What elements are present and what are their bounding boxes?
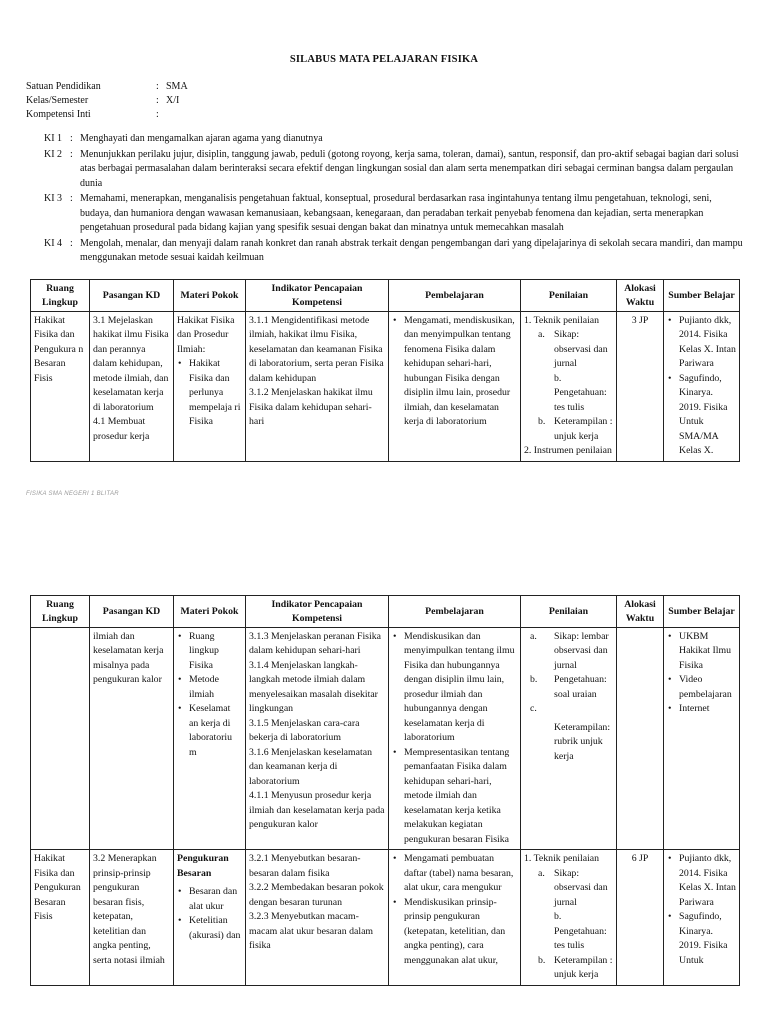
cell-materi-pokok	[174, 312, 246, 462]
sub-marker: a.	[538, 867, 545, 879]
cell-pasangan-kd: 3.2 Menerapkan prinsip-prinsip pengukuran besaran fisis, ketepatan, ketelitian dan angka penting, serta notasi ilmiah	[90, 850, 174, 985]
cell-pasangan-kd: ilmiah dan keselamatan kerja misalnya pada pengukuran kalor	[90, 628, 174, 850]
materi-heading: Hakikat Fisika dan Prosedur Ilmiah:	[177, 315, 235, 355]
sub-marker: a.	[538, 329, 545, 341]
sub-text: Keterampilan : unjuk kerja	[554, 416, 613, 442]
indikator-item: 3.1.3 Menjelaskan peranan Fisika dalam kehidupan sehari-hari	[249, 631, 381, 657]
sub-marker	[524, 721, 554, 764]
list-item: • Mempresentasikan tentang pemanfaatan Fisika dalam kehidupan sehari-hari, metode ilmiah dan keselamatan kerja ketika melakukan kegiatan pengukuran besaran Fisika	[402, 746, 517, 847]
page-title: SILABUS MATA PELAJARAN FISIKA	[289, 54, 479, 65]
cell-penilaian	[521, 628, 617, 850]
ki-text: Mengolah, menalar, dan menyaji dalam ranah konkret dan ranah abstrak terkait dengan pengembangan dari yang dipelajarinya di sekolah secara mandiri, dan mampu menggunakan metode sesuai kaidah keilmuan	[80, 237, 743, 263]
cell-sumber-belajar	[664, 312, 740, 462]
meta-colon: :	[156, 81, 159, 92]
header-ruang-lingkup: Ruang Lingkup	[31, 596, 90, 628]
materi-heading: Pengukuran Besaran	[177, 853, 229, 879]
header-pembelajaran: Pembelajaran	[389, 280, 521, 312]
table-row	[31, 628, 740, 850]
header-penilaian: Penilaian	[521, 596, 617, 628]
sumber-list	[667, 852, 736, 968]
indikator-item: 3.2.2 Membedakan besaran pokok dengan besaran turunan	[249, 882, 384, 908]
meta-row	[26, 94, 188, 108]
meta-row	[26, 80, 188, 94]
penilaian-point: 2. Instrumen penilaian	[524, 445, 612, 457]
cell-pembelajaran	[389, 850, 521, 985]
cell-pasangan-kd	[90, 312, 174, 462]
ki-colon: :	[70, 133, 73, 144]
cell-pembelajaran	[389, 628, 521, 850]
meta-label: Kelas/Semester	[26, 95, 89, 106]
list-item: • Sagufindo, Kinarya. 2019. Fisika Untuk	[677, 910, 736, 968]
indikator-item: 3.1.5 Menjelaskan cara-cara bekerja di laboratorium	[249, 717, 360, 744]
indikator-item: 4.1.1 Menyusun prosedur kerja ilmiah dan keselamatan kerja pada pengukuran kalor	[249, 790, 385, 831]
cell-ruang-lingkup: Hakikat Fisika dan Pengukura n Besaran Fisis	[31, 312, 90, 462]
sub-marker: a.	[530, 631, 537, 642]
ki-code: KI 1	[44, 133, 63, 144]
list-item: • Ketelitian (akurasi) dan	[187, 914, 242, 943]
list-item: • Metode ilmiah	[187, 673, 242, 702]
list-item: • Mengamati pembuatan daftar (tabel) nama besaran, alat ukur, cara mengukur	[402, 852, 517, 895]
penilaian-subitem	[524, 910, 613, 953]
sub-marker: b.	[538, 416, 546, 428]
sub-marker	[538, 910, 554, 953]
materi-list	[177, 357, 242, 429]
core-competencies	[44, 132, 744, 267]
list-item: • Internet	[677, 702, 736, 716]
cell-penilaian	[521, 850, 617, 985]
header-alokasi-waktu: Alokasi Waktu	[617, 280, 664, 312]
list-item: • Ruang lingkup Fisika	[187, 630, 242, 673]
penilaian-subitem	[524, 415, 613, 444]
ki-row	[44, 132, 744, 147]
identity-block	[26, 80, 188, 122]
penilaian-point: 1. Teknik penilaian	[524, 853, 600, 865]
header-indikator: Indikator Pencapaian Kompetensi	[246, 280, 389, 312]
penilaian-subitem	[524, 630, 613, 673]
materi-list	[177, 630, 242, 760]
ki-code: KI 3	[44, 193, 63, 204]
header-pembelajaran: Pembelajaran	[389, 596, 521, 628]
list-item: • Pujianto dkk, 2014. Fisika Kelas X. Intan Pariwara	[677, 314, 736, 372]
sub-text: b. Pengetahuan: tes tulis	[554, 372, 607, 413]
cell-sumber-belajar	[664, 850, 740, 985]
penilaian-subitem	[524, 673, 613, 702]
meta-row	[26, 108, 188, 122]
syllabus-table-2	[30, 595, 740, 986]
cell-materi-pokok	[174, 850, 246, 985]
list-item: • Besaran dan alat ukur	[187, 885, 242, 914]
ki-code: KI 4	[44, 237, 63, 249]
list-item: • Keselamat an kerja di laboratoriu m	[187, 702, 242, 760]
penilaian-subitem	[524, 702, 613, 716]
list-item: • Mendiskusikan dan menyimpulkan tentang ilmu Fisika dan hubungannya dengan disiplin ilmu lain, prosedur ilmiah dan hubungannya dengan keselamatan kerja di laboratorium	[402, 630, 517, 746]
indikator-item: 3.2.3 Menyebutkan macam-macam alat ukur besaran dalam fisika	[249, 911, 374, 952]
sub-marker: c.	[530, 703, 537, 715]
sub-text: Keterampilan : unjuk kerja	[554, 954, 613, 981]
list-item: • Pujianto dkk, 2014. Fisika Kelas X. Intan Pariwara	[677, 852, 736, 910]
cell-indikator	[246, 628, 389, 850]
meta-colon: :	[156, 109, 159, 120]
cell-ruang-lingkup	[31, 628, 90, 850]
sub-text: Pengetahuan: soal uraian	[554, 674, 607, 700]
ki-row	[44, 237, 744, 266]
table-row	[31, 312, 740, 462]
indikator-item: 3.1.1 Mengidentifikasi metode ilmiah, hakikat ilmu Fisika, keselamatan dan keamanan Fisika di laboratorium, serta peran Fisika dalam kehidupan	[249, 315, 384, 384]
kd-item: 3.1 Mejelaskan hakikat ilmu Fisika dan perannya dalam kehidupan, metode ilmiah, dan keselamatan kerja di laboratorium	[93, 315, 169, 413]
sub-text: Keterampilan: rubrik unjuk kerja	[554, 721, 611, 762]
header-alokasi-waktu: Alokasi Waktu	[617, 596, 664, 628]
header-penilaian: Penilaian	[521, 280, 617, 312]
sub-text: b. Pengetahuan: tes tulis	[554, 911, 607, 952]
sub-text: Sikap: observasi dan jurnal	[554, 867, 608, 908]
syllabus-table-1	[30, 279, 740, 462]
ki-colon: :	[70, 237, 73, 249]
header-pasangan-kd: Pasangan KD	[90, 280, 174, 312]
header-indikator: Indikator Pencapaian Kompetensi	[246, 596, 389, 628]
cell-pembelajaran	[389, 312, 521, 462]
penilaian-subitem	[524, 867, 613, 910]
header-materi-pokok: Materi Pokok	[174, 280, 246, 312]
ki-text: Memahami, menerapkan, menganalisis pengetahuan faktual, konseptual, prosedural berdasarkan rasa ingintahunya tentang ilmu pengetahuan, teknologi, seni, budaya, dan humaniora dengan wawasan kemanusiaan, kebangsaan, kenegaraan, dan peradaban terkait penyebab fenomena dan kejadian, serta menerapkan pengetahuan prosedural pada bidang kajian yang spesifik sesuai dengan bakat dan minatnya untuk memecahkan masalah	[80, 193, 712, 233]
materi-list	[177, 885, 242, 943]
indikator-item: 3.1.2 Menjelaskan hakikat ilmu Fisika dalam kehidupan sehari-hari	[249, 387, 373, 428]
ki-text: Menghayati dan mengamalkan ajaran agama yang dianutnya	[80, 133, 323, 144]
meta-colon: :	[156, 95, 159, 106]
pembelajaran-list	[392, 314, 517, 430]
sumber-list	[667, 630, 736, 717]
cell-sumber-belajar	[664, 628, 740, 850]
list-item: • Mendiskusikan prinsip-prinsip pengukuran (ketepatan, ketelitian, dan angka penting), cara menggunakan alat ukur,	[402, 896, 517, 968]
table-row	[31, 850, 740, 985]
page-footer: FISIKA SMA NEGERI 1 BLITAR	[26, 491, 119, 497]
meta-value: SMA	[166, 81, 188, 92]
sub-marker: b.	[530, 674, 538, 686]
list-item: • Hakikat Fisika dan perlunya mempelaja ri Fisika	[187, 357, 242, 429]
meta-label: Kompetensi Inti	[26, 109, 91, 120]
ki-row	[44, 192, 744, 236]
cell-penilaian	[521, 312, 617, 462]
ki-code: KI 2	[44, 148, 63, 160]
pembelajaran-list	[392, 630, 517, 847]
cell-ruang-lingkup: Hakikat Fisika dan Pengukuran Besaran Fisis	[31, 850, 90, 985]
sumber-list	[667, 314, 736, 459]
list-item: • Sagufindo, Kinarya. 2019. Fisika Untuk SMA/MA Kelas X.	[677, 372, 736, 459]
sub-text: Sikap: observasi dan jurnal	[554, 329, 608, 370]
penilaian-subitem	[524, 954, 613, 983]
header-pasangan-kd: Pasangan KD	[90, 596, 174, 628]
sub-text	[554, 702, 613, 716]
kd-item: 4.1 Membuat prosedur kerja	[93, 416, 150, 442]
list-item: • Video pembelajaran	[677, 673, 736, 702]
sub-text: Sikap: lembar observasi dan jurnal	[554, 631, 609, 671]
cell-materi-pokok	[174, 628, 246, 850]
penilaian-subitem	[524, 328, 613, 371]
ki-text: Menunjukkan perilaku jujur, disiplin, tanggung jawab, peduli (gotong royong, kerja sama, toleran, damai), santun, responsif, dan pro-aktif sebagai bagian dari solusi atas berbagai permasalahan dalam berinteraksi secara efektif dengan lingkungan sosial dan alam serta menempatkan diri sebagai cerminan bangsa dalam pergaulan dunia	[80, 148, 739, 189]
meta-value: X/I	[166, 95, 180, 106]
penilaian-subitem	[524, 721, 613, 764]
indikator-item: 3.1.4 Menjelaskan langkah-langkah metode ilmiah dalam menyelesaikan masalah disekitar lingkungan	[249, 659, 378, 715]
ki-colon: :	[70, 148, 73, 160]
ki-row	[44, 148, 744, 192]
cell-alokasi-waktu	[617, 628, 664, 850]
cell-indikator	[246, 850, 389, 985]
pembelajaran-list	[392, 852, 517, 968]
header-sumber-belajar: Sumber Belajar	[664, 280, 740, 312]
indikator-item: 3.1.6 Menjelaskan keselamatan dan keamanan kerja di laboratorium	[249, 746, 372, 787]
table-header-row	[31, 596, 740, 628]
ki-colon: :	[70, 193, 73, 204]
cell-alokasi-waktu: 3 JP	[617, 312, 664, 462]
sub-marker	[538, 372, 554, 415]
indikator-item: 3.2.1 Menyebutkan besaran-besaran dalam fisika	[249, 853, 361, 879]
sub-marker: b.	[538, 954, 546, 966]
table-header-row	[31, 280, 740, 312]
cell-alokasi-waktu: 6 JP	[617, 850, 664, 985]
header-materi-pokok: Materi Pokok	[174, 596, 246, 628]
meta-label: Satuan Pendidikan	[26, 81, 101, 92]
cell-indikator	[246, 312, 389, 462]
header-ruang-lingkup: Ruang Lingkup	[31, 280, 90, 312]
list-item: • UKBM Hakikat Ilmu Fisika	[677, 630, 736, 673]
list-item: • Mengamati, mendiskusikan, dan menyimpulkan tentang fenomena Fisika dalam kehidupan sehari-hari, hubungan Fisika dengan disiplin ilmu lain, prosedur ilmiah, dan keselamatan kerja di laboratorium	[402, 314, 517, 430]
penilaian-point: 1. Teknik penilaian	[524, 315, 600, 326]
header-sumber-belajar: Sumber Belajar	[664, 596, 740, 628]
penilaian-subitem	[524, 372, 613, 415]
